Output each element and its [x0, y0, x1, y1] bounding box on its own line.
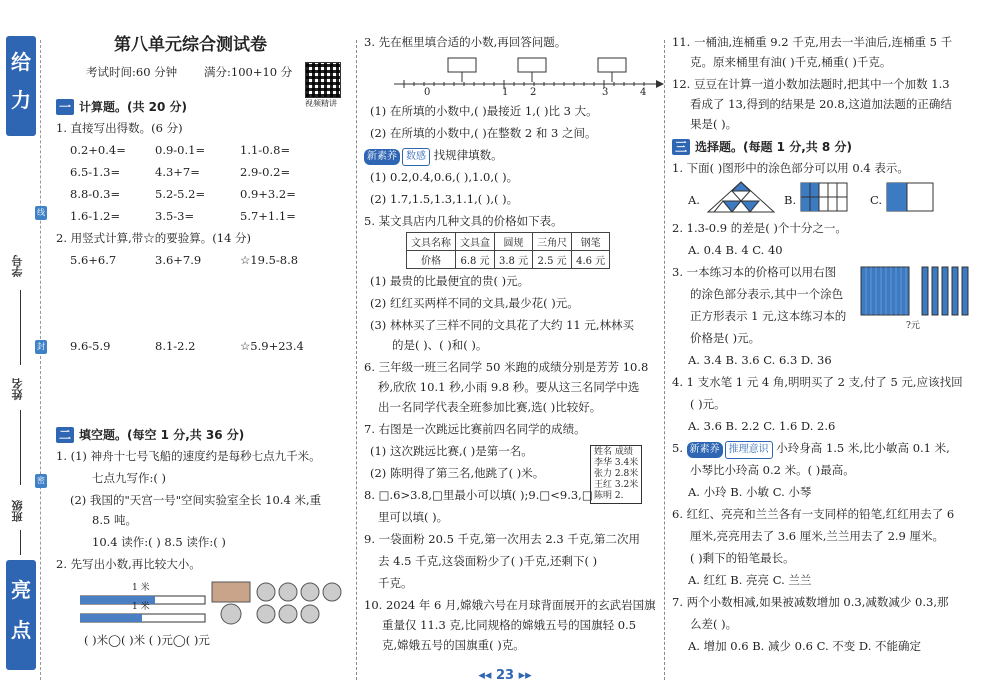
axis-label: 1	[502, 87, 509, 98]
calc-item: 6.5-1.3=	[70, 165, 121, 179]
q3-2: (2) 在所填的小数中,( )在整数 2 和 3 之间。	[370, 126, 597, 140]
choice-7: 7. 两个小数相减,如果被减数增加 0.3,减数减少 0.3,那	[672, 595, 949, 609]
q7: 7. 右图是一次跳远比赛前四名同学的成绩。	[364, 422, 586, 436]
calc-item: 4.3+7=	[155, 165, 200, 179]
choice-4: 4. 1 支水笔 1 元 4 角,明明买了 2 支,付了 5 元,应该找回	[672, 375, 963, 389]
column-2	[360, 0, 658, 698]
q12-cont: 果是( )。	[690, 117, 738, 131]
bar-figure	[886, 182, 934, 212]
column-divider	[356, 40, 357, 680]
q12-cont: 看成了 13,得到的结果是 20.8,这道加法题的正确结	[690, 97, 952, 111]
vertical-calc-item: 3.6+7.9	[155, 253, 202, 267]
q5-1: (1) 最贵的比最便宜的贵( )元。	[370, 274, 530, 288]
choice-5-options: A. 小玲 B. 小敏 C. 小琴	[688, 485, 812, 499]
student-id-line	[20, 290, 21, 365]
calc-item: 5.2-5.2=	[155, 187, 206, 201]
brand-badge-bottom: 亮 点	[6, 560, 36, 670]
calc-item: 0.2+0.4=	[70, 143, 126, 157]
choice-6-cont: ( )剩下的铅笔最长。	[690, 551, 795, 565]
vertical-calc-item: ☆19.5-8.8	[240, 253, 299, 267]
reasoning-tag: 推理意识	[725, 441, 773, 459]
axis-label: 3	[602, 87, 609, 98]
fill-q1a: 1. (1) 神舟十七号飞船的速度约是每秒七点九千米。	[56, 449, 321, 463]
vertical-calc-item: 5.6+6.7	[70, 253, 117, 267]
q4: 新素养 数感 找规律填数。	[364, 147, 503, 166]
grid-figure	[800, 182, 848, 212]
qr-code[interactable]	[305, 62, 341, 98]
calc-item: 0.9-0.1=	[155, 143, 206, 157]
q3: 3. 先在框里填合适的小数,再回答问题。	[364, 35, 567, 49]
choice-3-cont: 正方形表示 1 元,这本练习本的	[690, 309, 847, 323]
binder-mark-seal: 封	[35, 340, 47, 354]
table-row: 文具名称 文具盒 圆规 三角尺 钢笔	[407, 233, 610, 251]
q9: 9. 一袋面粉 20.5 千克,第一次用去 2.3 千克,第二次用	[364, 532, 640, 546]
next-arrow-icon: ▸▸	[514, 668, 532, 683]
choice-2: 2. 1.3-0.9 的差是( )个十分之一。	[672, 221, 847, 235]
q6-cont: 秒,欣欣 10.1 秒,小雨 9.8 秒。要从这三名同学中选	[378, 380, 640, 394]
axis-label: 0	[424, 87, 431, 98]
choice-3-cont: 价格是( )元。	[690, 331, 761, 345]
page-number: ◂◂ 23 ▸▸	[478, 668, 532, 683]
name-label: 姓名	[11, 378, 24, 400]
calc-item: 1.1-0.8=	[240, 143, 291, 157]
name-line	[20, 410, 21, 485]
q7-1: (1) 这次跳远比赛,( )是第一名。	[370, 444, 533, 458]
calc-item: 0.9+3.2=	[240, 187, 296, 201]
new-literacy-badge: 新素养	[687, 442, 723, 458]
fill-q1b: (2) 我国的"天宫一号"空间实验室全长 10.4 米,重	[70, 493, 322, 507]
qr-caption: 视频精讲	[305, 99, 337, 108]
axis-label: 2	[530, 87, 537, 98]
calc-item: 3.5-3=	[155, 209, 195, 223]
choice-7-cont: 么差( )。	[690, 617, 738, 631]
column-3	[668, 0, 988, 698]
jump-ranking-table: 姓名 成绩 李华 3.4米 张力 2.8米 王红 3.2米 陈明 2.	[590, 445, 642, 504]
choice-3-cont: 的涂色部分表示,其中一个涂色	[690, 287, 844, 301]
q9-cont: 千克。	[378, 576, 413, 590]
q12: 12. 豆豆在计算一道小数加法题时,把其中一个加数 1.3	[672, 77, 950, 91]
page-title: 第八单元综合测试卷	[114, 35, 267, 55]
choice-3: 3. 一本练习本的价格可以用右图	[672, 265, 837, 279]
q4-2: (2) 1.7,1.5,1.3,1.1,( ),( )。	[370, 192, 519, 206]
calc-q1: 1. 直接写出得数。(6 分)	[56, 121, 183, 135]
q11-cont: 克。原来桶里有油( )千克,桶重( )千克。	[690, 55, 892, 69]
calc-item: 5.7+1.1=	[240, 209, 296, 223]
q3-1: (1) 在所填的小数中,( )最接近 1,( )比 3 大。	[370, 104, 598, 118]
ruler-label: 1 米	[132, 583, 150, 593]
q6-cont: 出一名同学代表全班参加比赛,选( )比较好。	[378, 400, 602, 414]
number-sense-tag: 数感	[402, 148, 430, 166]
choice-5: 5. 新素养 推理意识 小玲身高 1.5 米,比小敏高 0.1 米,	[672, 440, 950, 459]
money-pictures	[210, 580, 350, 628]
brand-badge-top: 给 力	[6, 36, 36, 136]
axis-label: 4	[640, 87, 647, 98]
compare-answers: ( )米◯( )米 ( )元◯( )元	[84, 633, 210, 647]
q5-2: (2) 红红买两样不同的文具,最少花( )元。	[370, 296, 579, 310]
binder-mark-secret: 密	[35, 474, 47, 488]
section-3-heading: 三 选择题。(每题 1 分,共 8 分)	[672, 138, 852, 155]
option-b: B.	[784, 193, 797, 207]
q5-3-cont: 的是( )、( )和( )。	[392, 338, 488, 352]
calc-item: 2.9-0.2=	[240, 165, 291, 179]
option-c: C.	[870, 193, 883, 207]
section-1-heading: 一 计算题。(共 20 分)	[56, 98, 187, 115]
class-line	[20, 530, 21, 555]
q4-1: (1) 0.2,0.4,0.6,( ),1.0,( )。	[370, 170, 519, 184]
q9-cont: 去 4.5 千克,这袋面粉少了( )千克,还剩下( )	[378, 554, 598, 568]
notebook-price-figure	[860, 266, 972, 318]
choice-4-cont: ( )元。	[690, 397, 726, 411]
binding-dashed-line	[40, 40, 41, 680]
q10-cont: 克,嫦娥五号的国旗重( )克。	[382, 638, 525, 652]
q5: 5. 某文具店内几种文具的价格如下表。	[364, 214, 563, 228]
calc-q2: 2. 用竖式计算,带☆的要验算。(14 分)	[56, 231, 252, 245]
fill-q1b-cont: 8.5 吨。	[92, 513, 137, 527]
exam-time: 考试时间:60 分钟	[86, 65, 178, 79]
fill-q2: 2. 先写出小数,再比较大小。	[56, 557, 201, 571]
fill-q1b-answer: 10.4 读作:( ) 8.5 读作:( )	[92, 535, 226, 549]
choice-6: 6. 红红、亮亮和兰兰各有一支同样的铅笔,红红用去了 6	[672, 507, 955, 521]
exam-score: 满分:100+10 分	[204, 65, 293, 79]
q10-cont: 重量仅 11.3 克,比同规格的嫦娥五号的国旗轻 0.5	[382, 618, 637, 632]
triangle-figure	[706, 180, 776, 214]
choice-6-options: A. 红红 B. 亮亮 C. 兰兰	[688, 573, 812, 587]
price-table	[406, 232, 610, 269]
fill-q1a-answer: 七点九写作:( )	[92, 471, 167, 485]
vertical-calc-item: ☆5.9+23.4	[240, 339, 304, 353]
q5-3: (3) 林林买了三样不同的文具花了大约 11 元,林林买	[370, 318, 635, 332]
option-a: A.	[688, 193, 700, 207]
q11: 11. 一桶油,连桶重 9.2 千克,用去一半油后,连桶重 5 千	[672, 35, 953, 49]
vertical-calc-item: 8.1-2.2	[155, 339, 196, 353]
q7-2: (2) 陈明得了第三名,他跳了( )米。	[370, 466, 545, 480]
choice-4-options: A. 3.6 B. 2.2 C. 1.6 D. 2.6	[688, 419, 836, 433]
choice-1: 1. 下面( )图形中的涂色部分可以用 0.4 表示。	[672, 161, 909, 175]
q10: 10. 2024 年 6 月,嫦娥六号在月球背面展开的玄武岩国旗	[364, 598, 656, 612]
calc-item: 8.8-0.3=	[70, 187, 121, 201]
vertical-calc-item: 9.6-5.9	[70, 339, 111, 353]
number-line	[394, 56, 664, 96]
column-divider	[664, 40, 665, 680]
binder-mark-line: 线	[35, 206, 47, 220]
q6: 6. 三年级一班三名同学 50 米跑的成绩分别是芳芳 10.8	[364, 360, 649, 374]
choice-5-cont: 小琴比小玲高 0.2 米。( )最高。	[690, 463, 855, 477]
new-literacy-badge: 新素养	[364, 149, 400, 165]
prev-arrow-icon: ◂◂	[478, 668, 496, 683]
table-row: 价格 6.8 元 3.8 元 2.5 元 4.6 元	[407, 251, 610, 269]
choice-2-options: A. 0.4 B. 4 C. 40	[688, 243, 783, 257]
section-2-heading: 二 填空题。(每空 1 分,共 36 分)	[56, 426, 244, 443]
figure-caption: ?元	[906, 321, 920, 331]
student-id-label: 学号	[11, 255, 24, 277]
calc-item: 1.6-1.2=	[70, 209, 121, 223]
q8-cont: 里可以填( )。	[378, 510, 449, 524]
ruler-label: 1 米	[132, 602, 150, 612]
q8: 8. □.6>3.8,□里最小可以填( );9.□<9.3,□	[364, 488, 593, 502]
class-label: 班级	[11, 500, 24, 522]
choice-7-options: A. 增加 0.6 B. 减少 0.6 C. 不变 D. 不能确定	[688, 639, 922, 653]
binding-sidebar	[0, 0, 52, 698]
choice-6-cont: 厘米,亮亮用去了 3.6 厘米,兰兰用去了 2.9 厘米。	[690, 529, 945, 543]
choice-3-options: A. 3.4 B. 3.6 C. 6.3 D. 36	[688, 353, 832, 367]
